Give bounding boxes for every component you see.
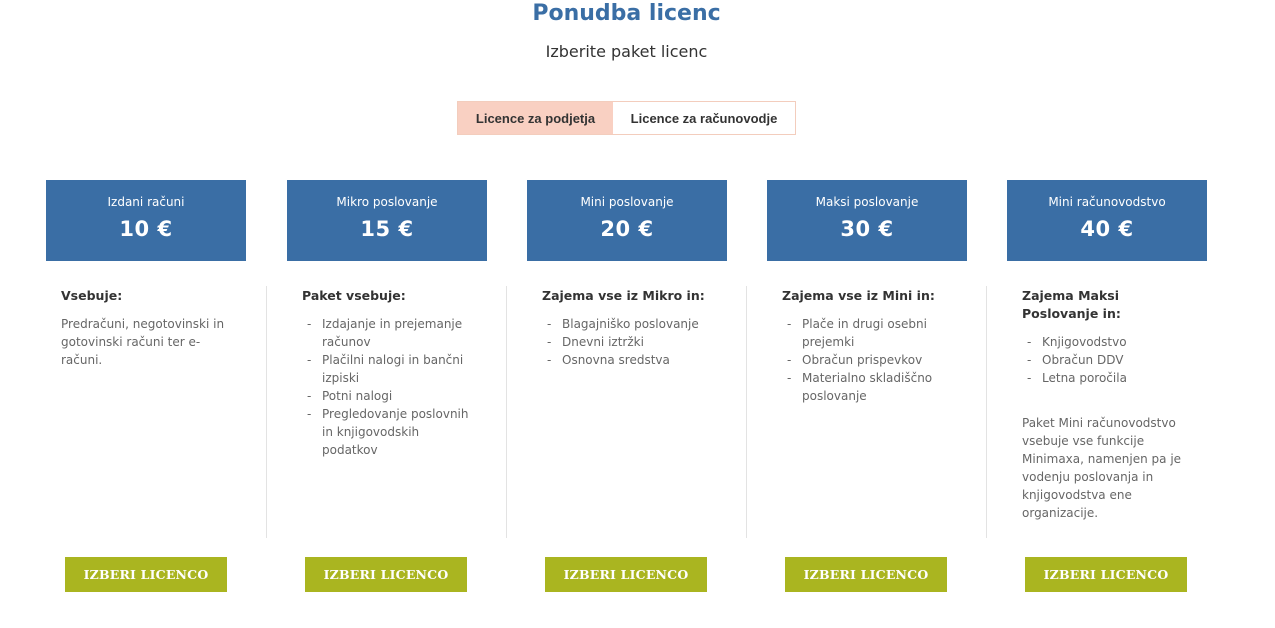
feature-item: - Knjigovodstvo (1022, 333, 1194, 351)
feature-item: - Obračun prispevkov (782, 351, 954, 369)
plan-heading: Paket vsebuje: (302, 288, 406, 303)
select-license-button-mini-poslovanje[interactable]: IZBERI LICENCO (545, 557, 707, 592)
feature-item: - Osnovna sredstva (542, 351, 714, 369)
plan-card-mini-poslovanje (527, 180, 727, 367)
plan-body (782, 287, 954, 405)
plan-card-mikro-poslovanje (287, 180, 487, 457)
plan-description: Predračuni, negotovinski in gotovinski računi ter e-računi. (61, 317, 225, 367)
feature-item: - Plačilni nalogi in bančni izpiski (302, 351, 474, 387)
page-subtitle: Izberite paket licenc (545, 42, 708, 61)
tab-licence-za-podjetja[interactable]: Licence za podjetja (458, 102, 613, 134)
plan-name: Mini računovodstvo (1048, 195, 1166, 209)
plan-price: 15 € (360, 217, 414, 241)
column-divider (986, 286, 987, 538)
select-license-button-maksi-poslovanje[interactable]: IZBERI LICENCO (785, 557, 947, 592)
plan-body (542, 287, 714, 369)
select-license-button-izdani-racuni[interactable]: IZBERI LICENCO (65, 557, 227, 592)
plan-heading: Vsebuje: (61, 288, 123, 303)
plan-header (287, 180, 487, 261)
plan-body (61, 287, 233, 369)
plan-header (767, 180, 967, 261)
select-license-button-mini-racunovodstvo[interactable]: IZBERI LICENCO (1025, 557, 1187, 592)
feature-item: - Obračun DDV (1022, 351, 1194, 369)
column-divider (746, 286, 747, 538)
feature-list (782, 315, 954, 405)
feature-item: - Dnevni iztržki (542, 333, 714, 351)
plan-price: 40 € (1080, 217, 1134, 241)
plan-card-maksi-poslovanje (767, 180, 967, 403)
feature-item: - Materialno skladiščno poslovanje (782, 369, 954, 405)
select-license-button-mikro-poslovanje[interactable]: IZBERI LICENCO (305, 557, 467, 592)
plan-card-izdani-racuni (46, 180, 246, 367)
plan-name: Maksi poslovanje (815, 195, 919, 209)
plan-header (46, 180, 246, 261)
plan-heading: Zajema vse iz Mikro in: (542, 288, 705, 303)
feature-item: - Pregledovanje poslovnih in knjigovodskih podatkov (302, 405, 474, 459)
plan-price: 30 € (840, 217, 894, 241)
feature-list (302, 315, 474, 459)
feature-item: - Letna poročila (1022, 369, 1194, 387)
plan-price: 10 € (119, 217, 173, 241)
feature-item: - Potni nalogi (302, 387, 474, 405)
plan-body (1022, 287, 1194, 522)
plan-heading: Zajema vse iz Mini in: (782, 288, 935, 303)
page-title: Ponudba licenc (532, 1, 721, 26)
feature-list (542, 315, 714, 369)
column-divider (266, 286, 267, 538)
license-type-tabs (457, 101, 796, 135)
plan-name: Izdani računi (107, 195, 185, 209)
column-divider (506, 286, 507, 538)
plan-name: Mikro poslovanje (336, 195, 438, 209)
feature-list (1022, 333, 1194, 387)
plan-card-mini-racunovodstvo (1007, 180, 1207, 520)
feature-item: - Plače in drugi osebni prejemki (782, 315, 954, 351)
feature-item: - Blagajniško poslovanje (542, 315, 714, 333)
feature-item: - Izdajanje in prejemanje računov (302, 315, 474, 351)
plan-name: Mini poslovanje (580, 195, 674, 209)
tab-licence-za-racunovodje[interactable]: Licence za računovodje (613, 102, 795, 134)
plan-header (527, 180, 727, 261)
plan-body (302, 287, 474, 459)
plan-note: Paket Mini računovodstvo vsebuje vse funkcije Minimaxa, namenjen pa je vodenju poslovanja in knjigovodstva ene organizacije. (1022, 416, 1182, 520)
plan-heading: Zajema Maksi Poslovanje in: (1022, 288, 1121, 321)
plan-header (1007, 180, 1207, 261)
plan-price: 20 € (600, 217, 654, 241)
